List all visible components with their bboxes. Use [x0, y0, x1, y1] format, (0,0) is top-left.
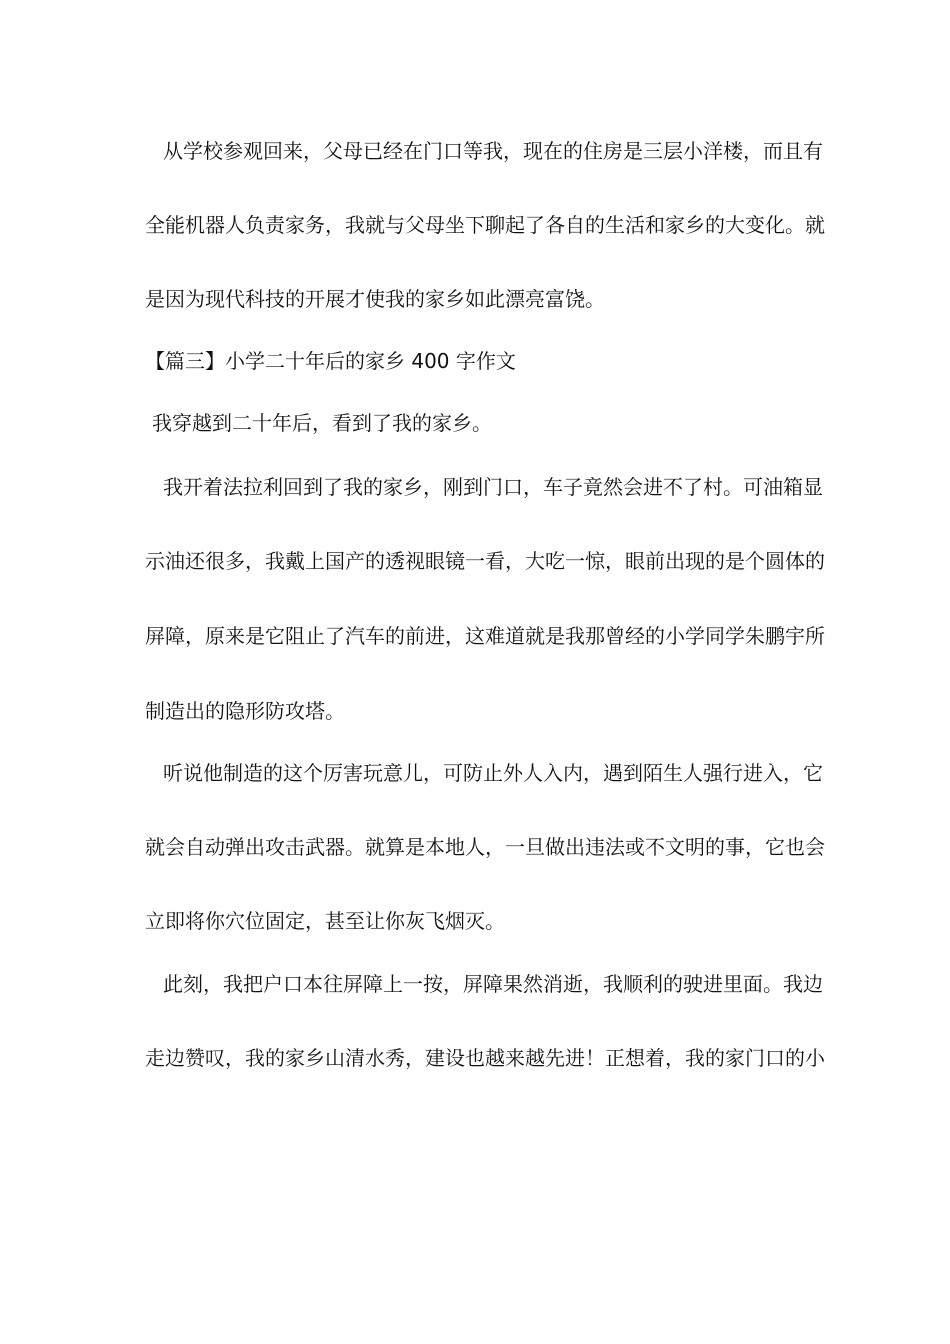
paragraph-line: 就会自动弹出攻击武器。就算是本地人，一旦做出违法或不文明的事，它也会 [145, 835, 825, 859]
section-heading: 【篇三】小学二十年后的家乡 400 字作文 [145, 349, 516, 373]
paragraph-line: 全能机器人负责家务，我就与父母坐下聊起了各自的生活和家乡的大变化。就 [145, 213, 825, 237]
paragraph-line: 制造出的隐形防攻塔。 [145, 699, 345, 723]
paragraph-line: 我开着法拉利回到了我的家乡，刚到门口，车子竟然会进不了村。可油箱显 [163, 475, 823, 499]
paragraph-line: 听说他制造的这个厉害玩意儿，可防止外人入内，遇到陌生人强行进入，它 [163, 761, 823, 785]
paragraph-line: 走边赞叹，我的家乡山清水秀，建设也越来越先进！正想着，我的家门口的小 [145, 1046, 825, 1070]
paragraph-line: 立即将你穴位固定，甚至让你灰飞烟灭。 [145, 909, 505, 933]
paragraph-line: 从学校参观回来，父母已经在门口等我，现在的住房是三层小洋楼，而且有 [163, 139, 823, 163]
paragraph-line: 是因为现代科技的开展才使我的家乡如此漂亮富饶。 [145, 287, 605, 311]
paragraph-line: 我穿越到二十年后，看到了我的家乡。 [152, 411, 492, 435]
paragraph-line: 此刻，我把户口本往屏障上一按，屏障果然消逝，我顺利的驶进里面。我边 [163, 972, 823, 996]
paragraph-line: 屏障，原来是它阻止了汽车的前进，这难道就是我那曾经的小学同学朱鹏宇所 [145, 624, 825, 648]
paragraph-line: 示油还很多，我戴上国产的透视眼镜一看，大吃一惊，眼前出现的是个圆体的 [145, 549, 825, 573]
